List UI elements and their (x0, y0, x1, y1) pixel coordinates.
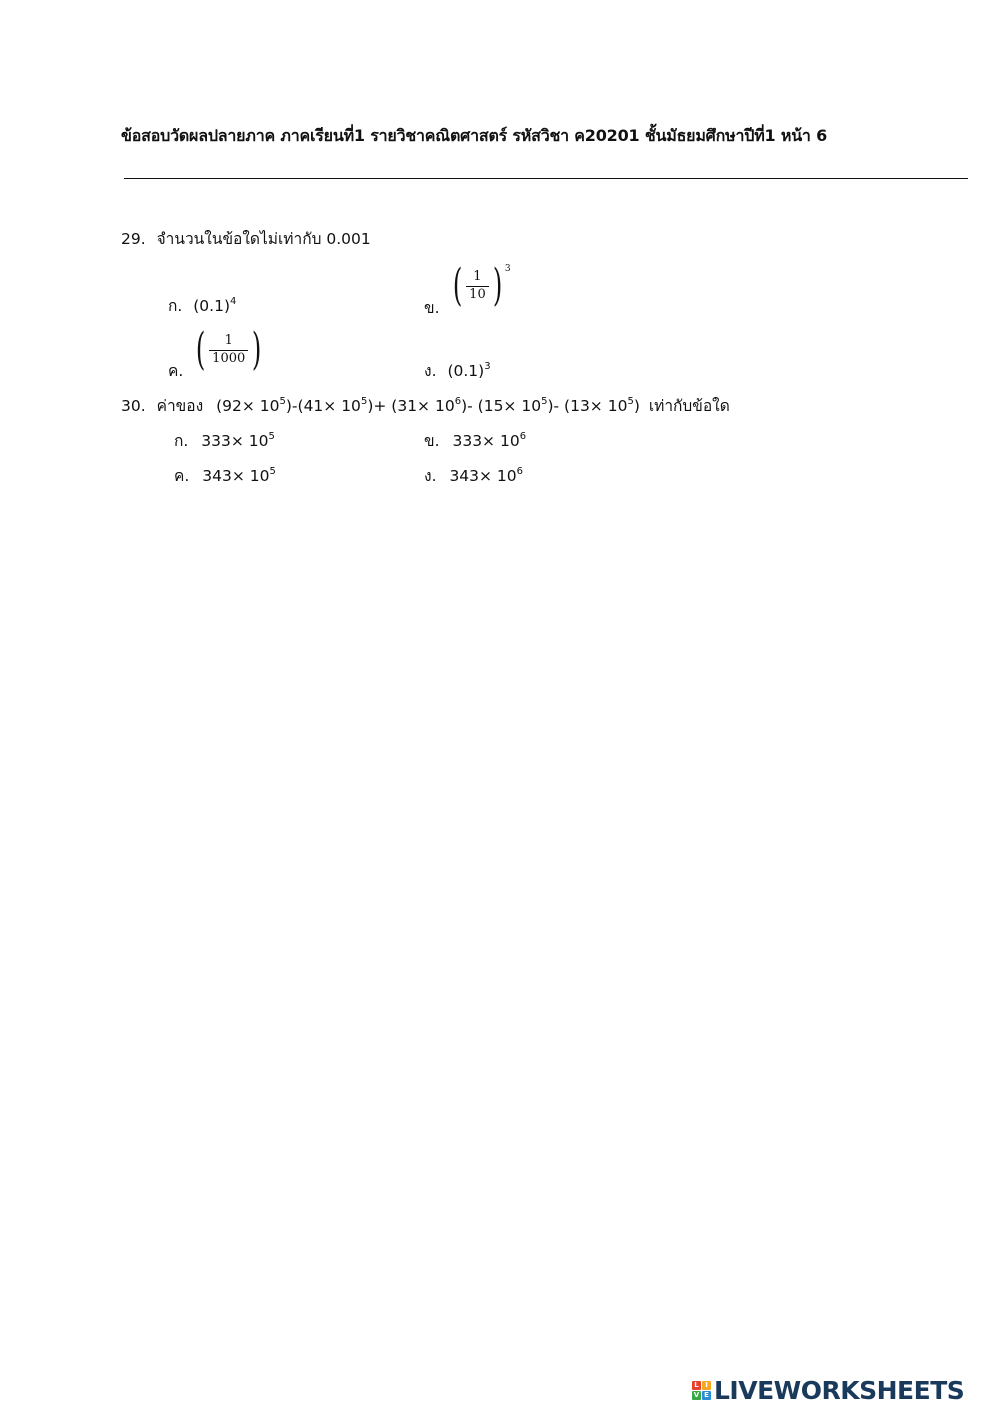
exponent: 3 (504, 264, 511, 274)
denominator: 1000 (209, 350, 248, 366)
term-operator: ) (633, 397, 640, 415)
choice-base: (0.1) (193, 297, 230, 315)
left-paren: ( (195, 324, 206, 375)
choice-base: 343× 10 (202, 467, 270, 485)
liveworksheets-logo[interactable] (692, 1376, 964, 1404)
term: (15× 10 (477, 397, 542, 415)
term-operator: )- (461, 397, 478, 415)
choice-label: ก. (168, 297, 183, 315)
choice-exponent: 6 (516, 466, 524, 477)
choice-label: ง. (424, 362, 437, 380)
choice-label: ค. (174, 467, 190, 485)
choice-29-d[interactable] (424, 361, 491, 380)
choice-29-c-label[interactable]: ค. (168, 362, 184, 380)
choice-base: 333× 10 (452, 432, 520, 450)
choice-exponent: 5 (268, 431, 275, 442)
denominator: 10 (466, 286, 489, 302)
term-operator: )+ (367, 397, 392, 415)
term-exponent: 5 (541, 396, 548, 407)
choice-29-c-fraction[interactable] (192, 324, 265, 375)
choice-29-b-label[interactable]: ข. (424, 299, 440, 317)
choice-base: (0.1) (447, 362, 485, 380)
choice-30-c[interactable] (174, 466, 276, 485)
choice-base: 333× 10 (201, 432, 269, 450)
icon-tile: L (692, 1381, 701, 1390)
choice-exponent: 6 (519, 431, 527, 442)
live-grid-icon (692, 1381, 711, 1400)
term-operator: )- (285, 397, 298, 415)
page-title: ข้อสอบวัดผลปลายภาค ภาคเรียนที่1 รายวิชาคณิตศาสตร์ รหัสวิชา ค20201 ชั้นมัธยมศึกษาปีที่1 หน้า 6 (121, 126, 828, 145)
right-paren: ) (492, 260, 503, 311)
numerator: 1 (473, 269, 482, 285)
expression (216, 397, 640, 415)
term-exponent: 5 (279, 396, 286, 407)
question-text: จำนวนในข้อใดไม่เท่ากับ 0.001 (156, 230, 371, 248)
choice-exponent: 3 (484, 361, 491, 372)
question-number: 29. (121, 230, 146, 248)
brand-name: LIVEWORKSHEETS (714, 1375, 965, 1405)
choice-30-a[interactable] (174, 431, 275, 450)
term-exponent: 5 (627, 396, 634, 407)
choice-label: ง. (424, 467, 437, 485)
question-suffix: เท่ากับข้อใด (648, 397, 730, 415)
choice-label: ก. (174, 432, 189, 450)
choice-exponent: 5 (269, 466, 276, 477)
term: (31× 10 (391, 397, 455, 415)
icon-tile: I (702, 1381, 711, 1390)
choice-exponent: 4 (230, 296, 237, 307)
question-29 (121, 232, 371, 248)
question-number: 30. (121, 397, 146, 415)
icon-tile: E (702, 1391, 711, 1400)
choice-base: 343× 10 (449, 467, 517, 485)
term: (13× 10 (564, 397, 628, 415)
fraction (466, 270, 489, 302)
question-prefix: ค่าของ (156, 397, 204, 415)
fraction (209, 334, 248, 366)
term-operator: )- (547, 397, 565, 415)
choice-29-b-fraction[interactable] (449, 260, 511, 311)
term-exponent: 5 (360, 396, 368, 407)
icon-tile: V (693, 1390, 700, 1399)
question-30 (121, 396, 730, 415)
choice-29-a[interactable] (168, 296, 237, 315)
left-paren: ( (452, 260, 463, 311)
header-divider (124, 178, 968, 179)
term: (41× 10 (297, 397, 361, 415)
choice-30-d[interactable] (424, 466, 524, 485)
term: (92× 10 (216, 397, 280, 415)
right-paren: ) (252, 324, 262, 375)
choice-label: ข. (424, 432, 440, 450)
choice-30-b[interactable] (424, 431, 527, 450)
term-exponent: 6 (454, 396, 462, 407)
numerator: 1 (224, 333, 233, 349)
